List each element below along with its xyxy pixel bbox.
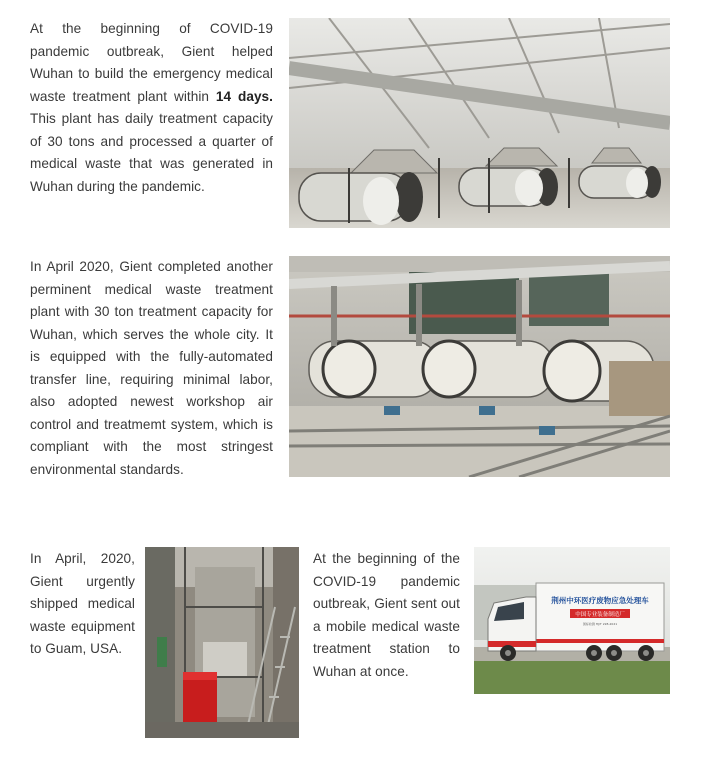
emergency-plant-photo: [289, 18, 670, 228]
highlight-14-days: 14 days.: [215, 88, 273, 104]
paragraph-mobile-station: At the beginning of the COVID-19 pandemic outbreak, Gient sent out a mobile medical waste treatment station to Wuhan at once.: [313, 551, 460, 679]
intro-paragraph-emergency-plant: [30, 18, 273, 198]
text-span: This plant has daily treatment capacity of 30 tons and processed a quarter of medical waste that was generated in Wuhan during the pandemic.: [30, 111, 273, 194]
paragraph-permanent-plant: In April 2020, Gient completed another perminent medical waste treatment plant with 30 ton treatment capacity for Wuhan, which serves the whole city. It is equipped with the fully-automated transfer line, requiring minimal labor, also adopted newest workshop air control and treatmemt system, which is compliant with the most stringest environmental standards.: [30, 259, 273, 477]
guam-equipment-photo: [145, 547, 299, 738]
text-span: At the beginning of COVID-19 pandemic outbreak, Gient helped Wuhan to build the emergency medical waste treatment plant within: [30, 21, 273, 104]
paragraph-guam-shipment: In April, 2020, Gient urgently shipped medical waste equipment to Guam, USA.: [30, 551, 135, 656]
permanent-plant-photo: [289, 256, 670, 477]
truck-signage-sub: 中国专业装备制造厂: [575, 612, 625, 618]
truck-signage-main: 荆州中环医疗废物应急处理车: [551, 596, 649, 605]
mobile-treatment-truck-photo: [474, 547, 670, 694]
truck-signage-small: 国标检测 HJ/T 228-2021: [582, 622, 618, 626]
